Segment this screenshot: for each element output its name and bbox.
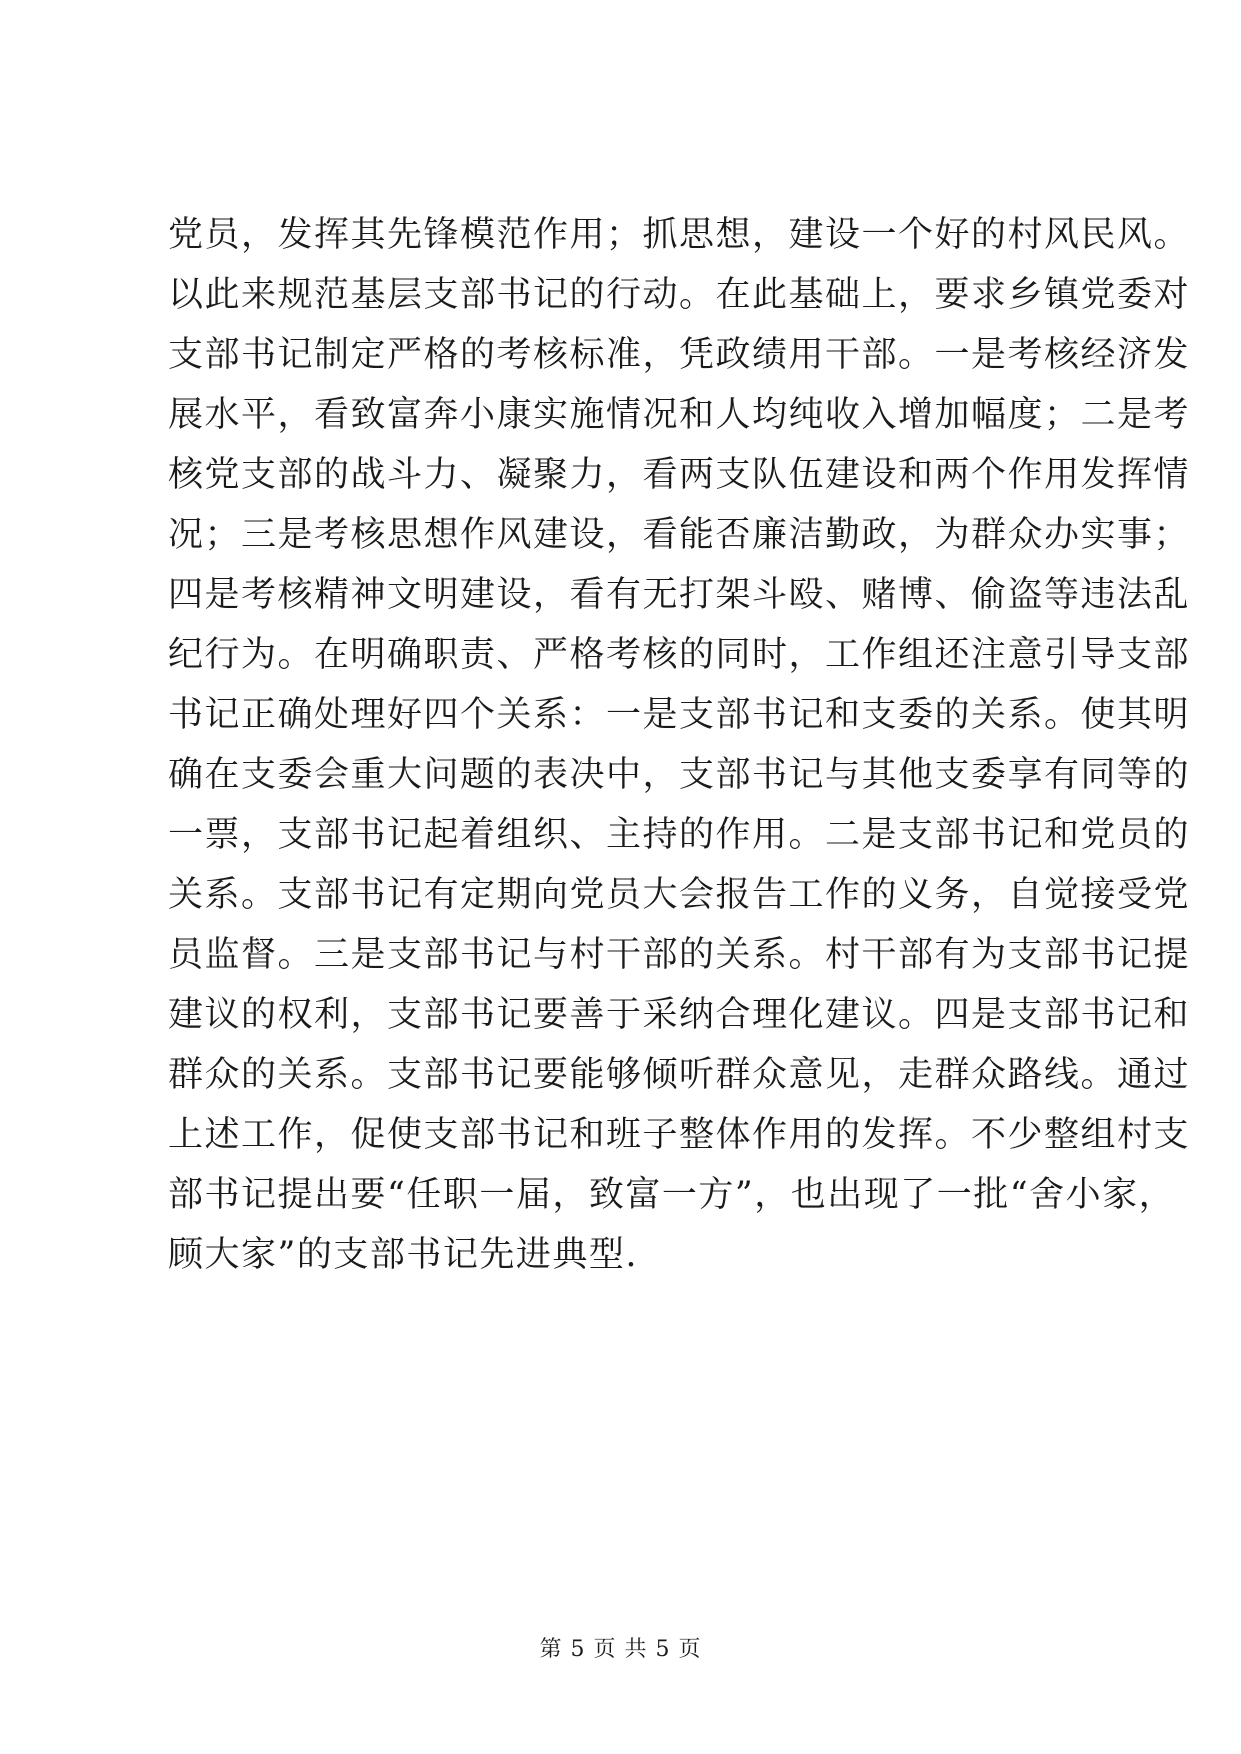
text-line: 书记正确处理好四个关系：一是支部书记和支委的关系。使其明 (168, 695, 1191, 735)
text-line: 上述工作，促使支部书记和班子整体作用的发挥。不少整组村支 (168, 1115, 1191, 1155)
text-line: 顾大家”的支部书记先进典型. (168, 1235, 639, 1275)
text-line: 建议的权利，支部书记要善于采纳合理化建议。四是支部书记和 (168, 995, 1191, 1035)
text-line: 支部书记制定严格的考核标准，凭政绩用干部。一是考核经济发 (168, 335, 1191, 375)
text-line: 核党支部的战斗力、凝聚力，看两支队伍建设和两个作用发挥情 (168, 455, 1191, 495)
text-line: 确在支委会重大问题的表决中，支部书记与其他支委享有同等的 (168, 755, 1191, 795)
text-line: 部书记提出要“任职一届，致富一方”，也出现了一批“舍小家， (168, 1175, 1176, 1215)
page-number-footer: 第 5 页 共 5 页 (539, 1637, 702, 1662)
text-line: 纪行为。在明确职责、严格考核的同时，工作组还注意引导支部 (168, 635, 1191, 675)
text-line: 况；三是考核思想作风建设，看能否廉洁勤政，为群众办实事； (168, 515, 1191, 555)
text-line: 党员，发挥其先锋模范作用；抓思想，建设一个好的村风民风。 (168, 215, 1191, 255)
text-line: 关系。支部书记有定期向党员大会报告工作的义务，自觉接受党 (168, 875, 1191, 915)
text-line: 以此来规范基层支部书记的行动。在此基础上，要求乡镇党委对 (168, 275, 1191, 315)
text-line: 群众的关系。支部书记要能够倾听群众意见，走群众路线。通过 (168, 1055, 1191, 1095)
text-line: 员监督。三是支部书记与村干部的关系。村干部有为支部书记提 (168, 935, 1191, 975)
text-line: 展水平，看致富奔小康实施情况和人均纯收入增加幅度；二是考 (168, 395, 1191, 435)
text-line: 四是考核精神文明建设，看有无打架斗殴、赌博、偷盗等违法乱 (168, 575, 1191, 615)
body-paragraph (168, 205, 1191, 1285)
text-line: 一票，支部书记起着组织、主持的作用。二是支部书记和党员的 (168, 815, 1191, 855)
